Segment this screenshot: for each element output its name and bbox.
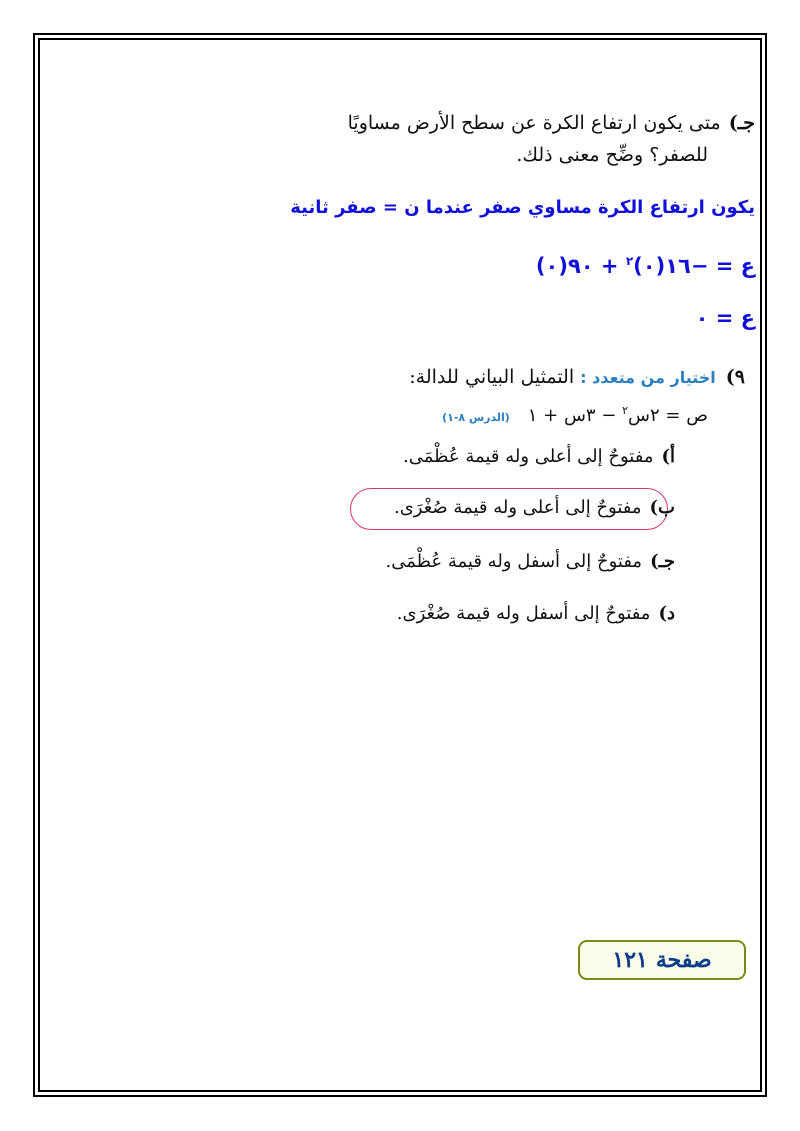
option-c[interactable]: جـ)مفتوحٌ إلى أسفل وله قيمة عُظْمَى. [385, 551, 675, 572]
page-number-box [578, 940, 746, 980]
equation-1: ع = −١٦(٠)$^٢$ + ٩٠(٠) [535, 254, 755, 278]
question-c-label: جـ) [728, 112, 755, 134]
question-9-tag: اختيار من متعدد : [580, 368, 716, 387]
question-9-header [409, 364, 745, 391]
question-9-function-line [442, 398, 708, 431]
lesson-reference: (الدرس ٨-١) [442, 411, 510, 424]
question-c-line1 [348, 110, 755, 136]
page-number: ١٢١ [612, 947, 648, 973]
page-label: صفحة [655, 947, 712, 973]
option-b[interactable]: ب)مفتوحٌ إلى أعلى وله قيمة صُغْرَى. [394, 497, 675, 518]
answer-text: يكون ارتفاع الكرة مساوي صفر عندما ن = صفر ثانية [290, 197, 755, 218]
question-9-function: ص = ٢س$^٢$ − ٣س + ١ [527, 404, 708, 426]
option-d[interactable]: د)مفتوحٌ إلى أسفل وله قيمة صُغْرَى. [396, 603, 675, 624]
question-9-number: ٩) [725, 366, 745, 388]
question-c-line2: للصفر؟ وضِّح معنى ذلك. [516, 144, 708, 166]
question-c-text1: متى يكون ارتفاع الكرة عن سطح الأرض مساويًا [347, 112, 721, 134]
equation-2: ع = ٠ [695, 306, 755, 330]
option-a[interactable]: أ)مفتوحٌ إلى أعلى وله قيمة عُظْمَى. [403, 446, 675, 467]
question-9-prompt: التمثيل البياني للدالة: [409, 366, 575, 388]
